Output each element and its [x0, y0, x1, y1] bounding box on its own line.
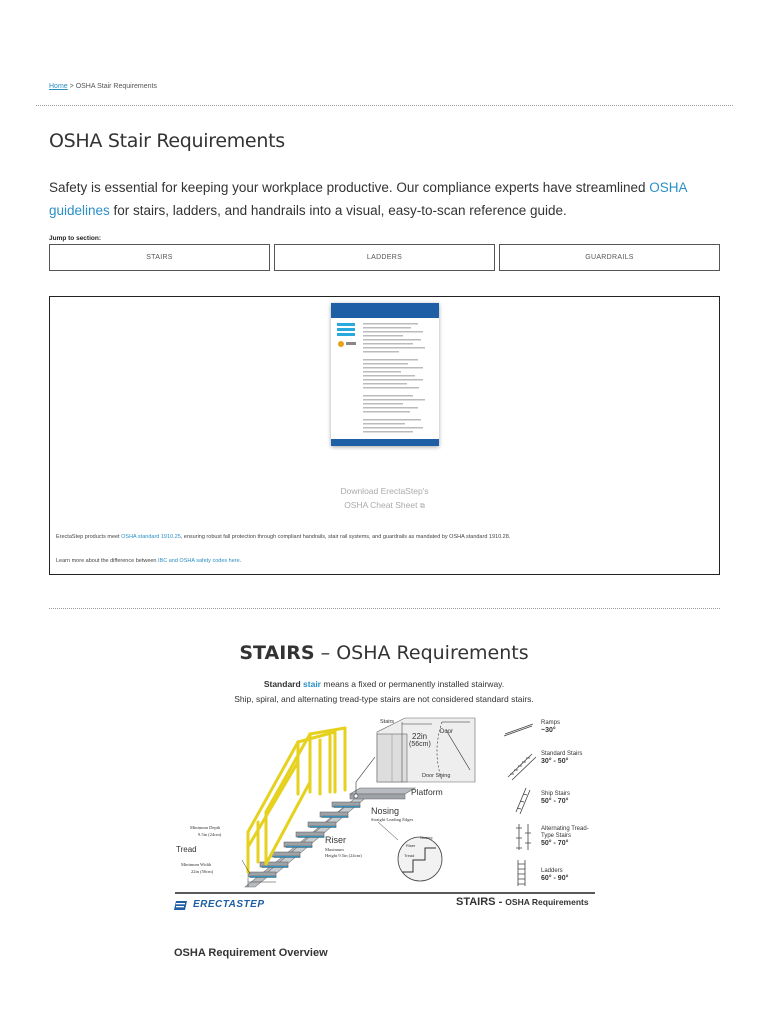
intro-text-start: Safety is essential for keeping your workplace productive. Our compliance experts have streamlined: [49, 180, 650, 195]
angle-ladders-name: Ladders: [541, 868, 563, 874]
circle-nosing-label: Nosing: [420, 835, 433, 840]
download-line-1: Download ErectaStep's: [340, 486, 429, 496]
breadcrumb-current: OSHA Stair Requirements: [75, 83, 157, 90]
stairs-diagram: [170, 712, 600, 915]
min-depth-label-1: Minimum Depth: [190, 825, 221, 830]
angle-alternating-value: 50° - 70°: [541, 840, 569, 847]
stairs-heading-rest: – OSHA Requirements: [314, 642, 529, 664]
angle-standard-name: Standard Stairs: [541, 751, 583, 757]
external-link-icon: ⧉: [419, 503, 425, 510]
ibc-osha-paragraph: [56, 558, 241, 564]
nosing-sub-label: Straight Leading Edges: [371, 817, 414, 822]
jump-ladders-button[interactable]: LADDERS: [274, 244, 495, 271]
erectastep-logo: [174, 901, 187, 910]
breadcrumb-separator: >: [69, 83, 74, 90]
page-title: OSHA Stair Requirements: [49, 130, 285, 152]
erectastep-brand: ERECTASTEP: [193, 899, 265, 910]
riser-label: Riser: [325, 835, 347, 845]
angle-ladders-value: 60° - 90°: [541, 875, 569, 882]
stairs-heading-bold: STAIRS: [239, 642, 315, 664]
angle-standard-value: 30° - 50°: [541, 758, 569, 765]
jump-to-section-label: Jump to section:: [49, 235, 102, 242]
inset-width-label: 22in: [412, 732, 428, 741]
inset-door-label: Door: [440, 729, 454, 735]
standard-stair-definition: [0, 679, 768, 689]
platform-inset: [354, 718, 475, 798]
min-width-label-2: 22in (56cm): [191, 869, 214, 874]
tread-riser-detail-circle: [378, 822, 442, 881]
angle-ramps-value: ~30°: [541, 727, 556, 734]
stairs-section-heading: [0, 642, 768, 664]
circle-tread-label: Tread: [404, 853, 415, 858]
breadcrumb: [49, 83, 157, 90]
riser-sub-label-2: Height 9.5in (24cm): [325, 853, 362, 858]
inset-width-cm-label: (56cm): [409, 741, 431, 748]
circle-riser-label: Riser: [406, 843, 416, 848]
min-width-label-1: Minimum Width: [181, 862, 212, 867]
angle-ship-value: 50° - 70°: [541, 798, 569, 805]
section-divider: [49, 608, 720, 609]
inset-door-swing-label: Door Swing: [422, 773, 451, 779]
def-rest: means a fixed or permanently installed stairway.: [321, 679, 505, 689]
osha-requirement-overview-heading: OSHA Requirement Overview: [174, 947, 328, 959]
download-cheat-sheet-link[interactable]: [50, 484, 719, 514]
cheat-sheet-thumbnail[interactable]: [331, 303, 439, 446]
angle-icons: [504, 724, 536, 886]
tread-label: Tread: [176, 845, 197, 854]
cheat-sheet-preview-lines: [331, 303, 439, 446]
def-bold: Standard: [263, 679, 304, 689]
inset-stairs-label: Stairs: [380, 719, 395, 725]
intro-paragraph: [49, 176, 719, 222]
footer-rest: OSHA Requirements: [505, 897, 589, 907]
angle-alternating-name: Alternating Tread-Type Stairs: [541, 826, 589, 839]
jump-stairs-button[interactable]: STAIRS: [49, 244, 270, 271]
non-standard-stairs-note: Ship, spiral, and alternating tread-type stairs are not considered standard stairs.: [234, 694, 534, 704]
angle-ship-name: Ship Stairs: [541, 791, 571, 797]
riser-sub-label-1: Maximum: [325, 847, 344, 852]
p1-text-end: , ensuring robust fall protection through compliant handrails, stair rail systems, and guardrails as mandated by OSHA standard 1910.28.: [180, 534, 511, 540]
osha-guidelines-link[interactable]: OSHA guidelines: [49, 180, 687, 218]
p1-text-start: ErectaStep products meet: [56, 534, 122, 540]
ibc-osha-codes-link[interactable]: IBC and OSHA safety codes here: [158, 558, 240, 564]
stair-link[interactable]: stair: [303, 679, 321, 689]
breadcrumb-home-link[interactable]: Home: [49, 83, 68, 90]
angle-ramps-name: Ramps: [541, 720, 561, 726]
p2-text-start: Learn more about the difference between: [56, 558, 159, 564]
cheat-sheet-panel: [49, 296, 720, 575]
intro-text-end: for stairs, ladders, and handrails into a visual, easy-to-scan reference guide.: [109, 203, 567, 218]
footer-bold: STAIRS -: [456, 896, 506, 908]
min-depth-label-2: 9.5in (24cm): [198, 832, 222, 837]
platform-label: Platform: [411, 787, 443, 797]
top-divider: [36, 105, 733, 106]
nosing-label: Nosing: [371, 806, 400, 816]
download-line-2: OSHA Cheat Sheet: [344, 500, 418, 510]
jump-guardrails-button[interactable]: GUARDRAILS: [499, 244, 720, 271]
osha-standard-paragraph: [56, 534, 510, 540]
p2-text-end: .: [239, 558, 242, 564]
osha-standard-1910-25-link[interactable]: OSHA standard 1910.25: [121, 534, 181, 540]
platform-deck: [350, 788, 415, 794]
